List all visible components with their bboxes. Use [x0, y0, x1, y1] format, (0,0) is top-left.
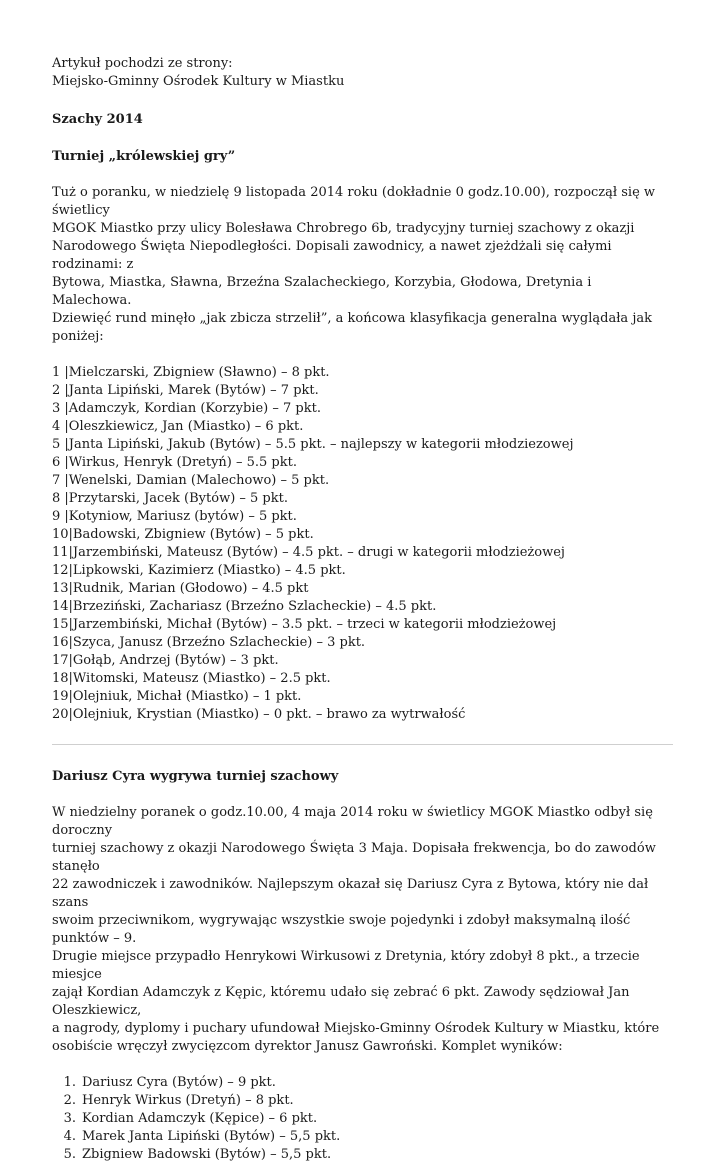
paragraph-line: Drugie miejsce przypadło Henrykowi Wirkusowi z Dretynia, który zdobył 8 pkt., a trzecie miesjce — [52, 949, 640, 982]
list-item — [52, 1128, 673, 1146]
result-row: 16|Szyca, Janusz (Brzeźno Szlacheckie) – 3 pkt. — [52, 635, 366, 650]
section-divider — [52, 744, 673, 745]
article1-paragraph — [52, 184, 673, 346]
list-number: 3. — [63, 1111, 76, 1126]
paragraph-line: Tuż o poranku, w niedzielę 9 listopada 2014 roku (dokładnie 0 godz.10.00), rozpoczął się w świetlicy — [52, 185, 656, 218]
paragraph-line: a nagrody, dyplomy i puchary ufundował Miejsko-Gminny Ośrodek Kultury w Miastku, które — [52, 1021, 660, 1036]
result-row: 20|Olejniuk, Krystian (Miastko) – 0 pkt. – brawo za wytrwałość — [52, 707, 466, 722]
result-row: 3 |Adamczyk, Kordian (Korzybie) – 7 pkt. — [52, 401, 321, 416]
result-row: 9 |Kotyniow, Mariusz (bytów) – 5 pkt. — [52, 509, 297, 524]
list-number: 5. — [63, 1147, 76, 1162]
paragraph-line: 22 zawodniczek i zawodników. Najlepszym okazał się Dariusz Cyra z Bytowa, który nie dał szans — [52, 877, 649, 910]
source-label: Artykuł pochodzi ze strony: — [52, 56, 233, 71]
result-row: 11|Jarzembiński, Mateusz (Bytów) – 4.5 pkt. – drugi w kategorii młodzieżowej — [52, 545, 565, 560]
paragraph-line: osobiście wręczył zwycięzcom dyrektor Janusz Gawroński. Komplet wyników: — [52, 1039, 563, 1054]
list-text: Marek Janta Lipiński (Bytów) – 5,5 pkt. — [82, 1129, 341, 1144]
paragraph-line: turniej szachowy z okazji Narodowego Święta 3 Maja. Dopisała frekwencja, bo do zawodów stanęło — [52, 841, 656, 874]
paragraph-line: W niedzielny poranek o godz.10.00, 4 maja 2014 roku w świetlicy MGOK Miastko odbył się doroczny — [52, 805, 653, 838]
result-row: 15|Jarzembiński, Michał (Bytów) – 3.5 pkt. – trzeci w kategorii młodzieżowej — [52, 617, 557, 632]
result-row: 10|Badowski, Zbigniew (Bytów) – 5 pkt. — [52, 527, 314, 542]
result-row: 1 |Mielczarski, Zbigniew (Sławno) – 8 pkt. — [52, 365, 330, 380]
result-row: 18|Witomski, Mateusz (Miastko) – 2.5 pkt. — [52, 671, 331, 686]
results-table — [52, 364, 673, 724]
article2-paragraph — [52, 804, 673, 1056]
result-row: 8 |Przytarski, Jacek (Bytów) – 5 pkt. — [52, 491, 288, 506]
list-item — [52, 1074, 673, 1092]
paragraph-line: swoim przeciwnikom, wygrywając wszystkie swoje pojedynki i zdobył maksymalną ilość punktów – 9. — [52, 913, 631, 946]
list-number: 1. — [63, 1075, 76, 1090]
paragraph-line: MGOK Miastko przy ulicy Bolesława Chrobrego 6b, tradycyjny turniej szachowy z okazji — [52, 221, 635, 236]
article2-title: Dariusz Cyra wygrywa turniej szachowy — [52, 769, 339, 784]
result-row: 19|Olejniuk, Michał (Miastko) – 1 pkt. — [52, 689, 302, 704]
list-number: 2. — [63, 1093, 76, 1108]
list-number: 4. — [63, 1129, 76, 1144]
paragraph-line: zajął Kordian Adamczyk z Kępic, któremu udało się zebrać 6 pkt. Zawody sędziował Jan Oleszkiewicz, — [52, 985, 630, 1018]
list-text: Dariusz Cyra (Bytów) – 9 pkt. — [82, 1075, 276, 1090]
source-name: Miejsko-Gminny Ośrodek Kultury w Miastku — [52, 74, 345, 89]
article1-subtitle: Turniej „królewskiej gry” — [52, 149, 236, 164]
list-item — [52, 1146, 673, 1164]
result-row: 6 |Wirkus, Henryk (Dretyń) – 5.5 pkt. — [52, 455, 297, 470]
result-row: 4 |Oleszkiewicz, Jan (Miastko) – 6 pkt. — [52, 419, 304, 434]
list-text: Zbigniew Badowski (Bytów) – 5,5 pkt. — [82, 1147, 332, 1162]
article1-title: Szachy 2014 — [52, 112, 143, 127]
list-text: Henryk Wirkus (Dretyń) – 8 pkt. — [82, 1093, 294, 1108]
paragraph-line: Dziewięć rund minęło „jak zbicza strzelił”, a końcowa klasyfikacja generalna wyglądała jak poniżej: — [52, 311, 652, 344]
paragraph-line: Bytowa, Miastka, Sławna, Brzeźna Szalacheckiego, Korzybia, Głodowa, Dretynia i Malechowa. — [52, 275, 592, 308]
paragraph-line: Narodowego Święta Niepodległości. Dopisali zawodnicy, a nawet zjeżdżali się całymi rodzinami: z — [52, 239, 612, 272]
result-row: 13|Rudnik, Marian (Głodowo) – 4.5 pkt — [52, 581, 309, 596]
result-row: 7 |Wenelski, Damian (Malechowo) – 5 pkt. — [52, 473, 330, 488]
list-item — [52, 1110, 673, 1128]
result-row: 12|Lipkowski, Kazimierz (Miastko) – 4.5 pkt. — [52, 563, 346, 578]
list-text: Kordian Adamczyk (Kępice) – 6 pkt. — [82, 1111, 318, 1126]
result-row: 2 |Janta Lipiński, Marek (Bytów) – 7 pkt. — [52, 383, 319, 398]
result-row: 17|Gołąb, Andrzej (Bytów) – 3 pkt. — [52, 653, 279, 668]
result-row: 5 |Janta Lipiński, Jakub (Bytów) – 5.5 pkt. – najlepszy w kategorii młodziezowej — [52, 437, 574, 452]
result-row: 14|Brzeziński, Zachariasz (Brzeźno Szlacheckie) – 4.5 pkt. — [52, 599, 437, 614]
final-results-list — [52, 1074, 673, 1164]
list-item — [52, 1092, 673, 1110]
